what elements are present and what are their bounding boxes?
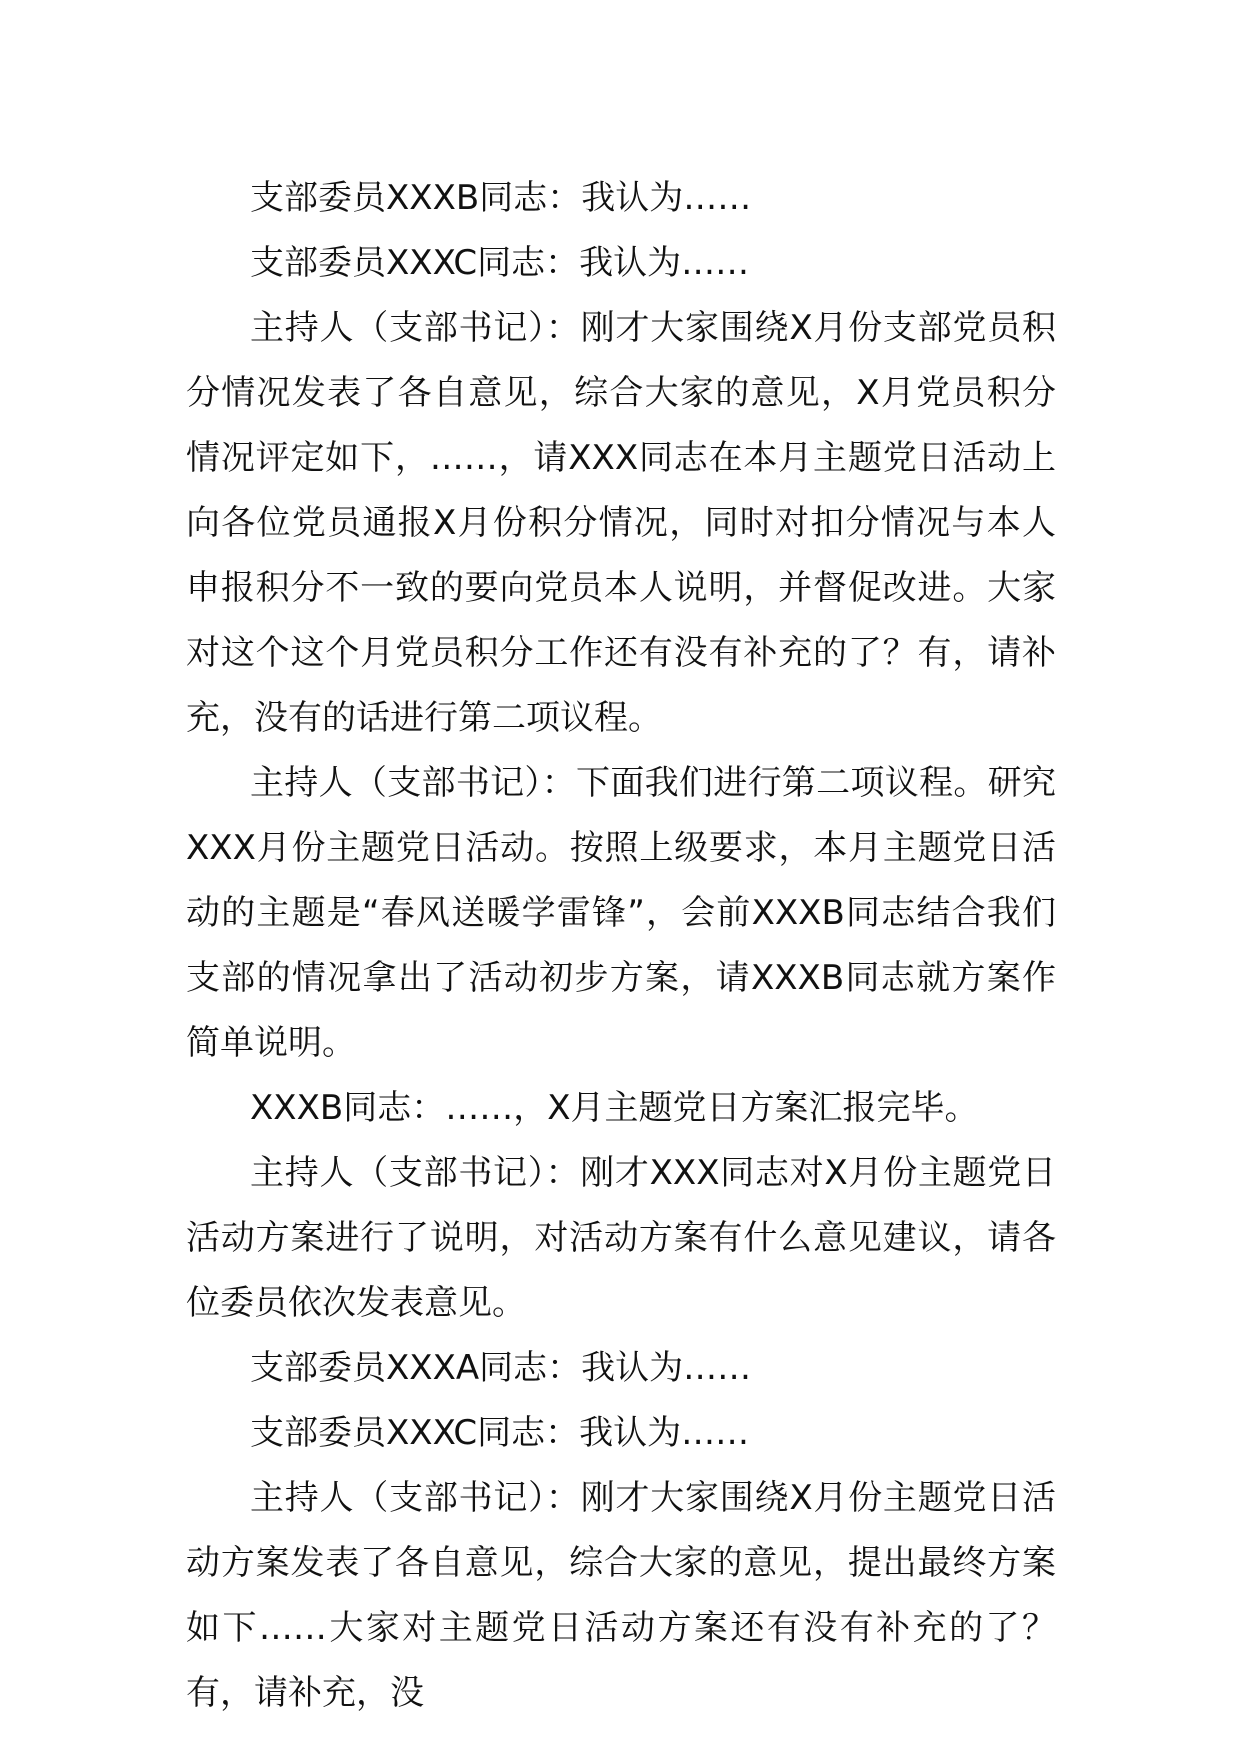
paragraph-host-points-summary: 主持人（支部书记）：刚才大家围绕X月份支部党员积分情况发表了各自意见，综合大家的意见，X月党员积分情况评定如下，……，请XXX同志在本月主题党日活动上向各位党员通报X月份积分情况，同时对扣分情况与本人申报积分不一致的要向党员本人说明，并督促改进。大家对这个这个月党员积分工作还有没有补充的了？有，请补充，没有的话进行第二项议程。	[186, 308, 1056, 738]
paragraph-member-b-opinion: 支部委员XXXB同志：我认为……	[250, 178, 752, 218]
paragraph-member-c-opinion: 支部委员XXXC同志：我认为……	[250, 243, 750, 283]
paragraph-member-b-report: XXXB同志：……，X月主题党日方案汇报完毕。	[250, 1088, 979, 1128]
paragraph-host-request-opinions: 主持人（支部书记）：刚才XXX同志对X月份主题党日活动方案进行了说明，对活动方案有什么意见建议，请各位委员依次发表意见。	[186, 1153, 1056, 1323]
paragraph-host-second-agenda: 主持人（支部书记）：下面我们进行第二项议程。研究XXX月份主题党日活动。按照上级要求，本月主题党日活动的主题是“春风送暖学雷锋”，会前XXXB同志结合我们支部的情况拿出了活动初步方案，请XXXB同志就方案作简单说明。	[186, 763, 1056, 1063]
paragraph-member-c-opinion-2: 支部委员XXXC同志：我认为……	[250, 1413, 750, 1453]
document-body	[186, 166, 1056, 1726]
paragraph-host-final-plan: 主持人（支部书记）：刚才大家围绕X月份主题党日活动方案发表了各自意见，综合大家的意见，提出最终方案如下……大家对主题党日活动方案还有没有补充的了？有，请补充，没	[186, 1478, 1056, 1713]
paragraph-member-a-opinion: 支部委员XXXA同志：我认为……	[250, 1348, 752, 1388]
